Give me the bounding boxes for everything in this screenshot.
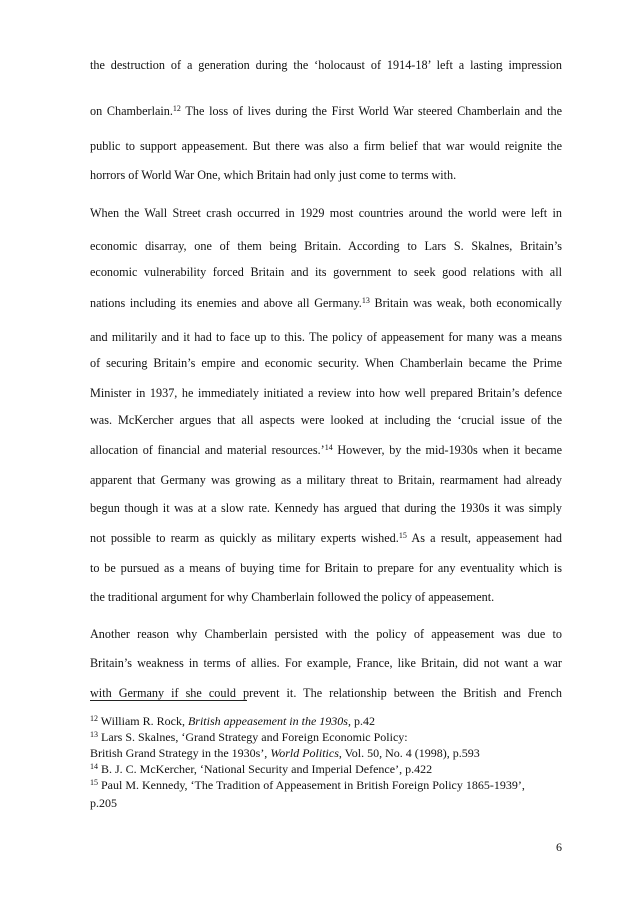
page-number: 6	[556, 840, 562, 854]
footnote-ref-15[interactable]: 15	[398, 531, 407, 540]
footnote-13-cont: British Grand Strategy in the 1930s’, World Politics, Vol. 50, No. 4 (1998), p.593	[90, 746, 480, 760]
text-line: Minister in 1937, he immediately initiated a review into how well prepared Britain’s defence	[90, 386, 562, 400]
text-line: public to support appeasement. But there was also a firm belief that war would reignite the	[90, 139, 562, 153]
footnote-ref-12[interactable]: 12	[172, 104, 181, 113]
text-line: the traditional argument for why Chamberlain followed the policy of appeasement.	[90, 590, 495, 604]
text-line: of securing Britain’s empire and economic security. When Chamberlain became the Prime	[90, 356, 562, 370]
text-line: was. McKercher argues that all aspects were looked at including the ‘crucial issue of the	[90, 413, 562, 427]
footnote-15-cont: p.205	[90, 796, 117, 810]
footnote-ref-14[interactable]: 14	[324, 443, 333, 452]
text-line: to be pursued as a means of buying time for Britain to prepare for any eventuality which is	[90, 561, 562, 575]
footnote-14: $^{14}$ B. J. C. McKercher, ‘National Security and Imperial Defence’, p.422	[90, 762, 433, 776]
text-line: and militarily and it had to face up to this. The policy of appeasement for many was a means	[90, 330, 562, 344]
text-line: economic vulnerability forced Britain and its government to seek good relations with all	[90, 265, 562, 279]
footnote-ref-13[interactable]: 13	[361, 296, 370, 305]
text-line: Britain’s weakness in terms of allies. For example, France, like Britain, did not want a war	[90, 656, 562, 670]
text-line: apparent that Germany was growing as a military threat to Britain, rearmament had already	[90, 473, 562, 487]
text-line: economic disarray, one of them being Britain. According to Lars S. Skalnes, Britain’s	[90, 239, 562, 253]
footnote-separator	[90, 700, 247, 701]
footnote-13: $^{13}$ Lars S. Skalnes, ‘Grand Strategy and Foreign Economic Policy:	[90, 730, 408, 744]
text-line: with Germany if she could prevent it. The relationship between the British and French	[90, 686, 562, 700]
text-line: the destruction of a generation during the ‘holocaust of 1914-18’ left a lasting impression	[90, 58, 562, 72]
footnote-12: $^{12}$ William R. Rock, British appeasement in the 1930s, p.42	[90, 714, 375, 728]
footnote-15: $^{15}$ Paul M. Kennedy, ‘The Tradition of Appeasement in British Foreign Policy 1865-1939’,	[90, 778, 525, 792]
text-line: on Chamberlain.$^{12}$ The loss of lives during the First World War steered Chamberlain and the	[90, 104, 562, 118]
text-line: not possible to rearm as quickly as military experts wished.$^{15}$ As a result, appeasement had	[90, 531, 562, 545]
text-line: When the Wall Street crash occurred in 1929 most countries around the world were left in	[90, 206, 562, 220]
text-line: nations including its enemies and above all Germany.$^{13}$ Britain was weak, both economically	[90, 296, 563, 310]
text-line: horrors of World War One, which Britain had only just come to terms with.	[90, 168, 457, 182]
text-line: allocation of financial and material resources.’$^{14}$ However, by the mid-1930s when it became	[90, 443, 562, 457]
text-line: begun though it was at a slow rate. Kennedy has argued that during the 1930s it was simply	[90, 501, 562, 515]
text-line: Another reason why Chamberlain persisted with the policy of appeasement was due to	[90, 627, 562, 641]
